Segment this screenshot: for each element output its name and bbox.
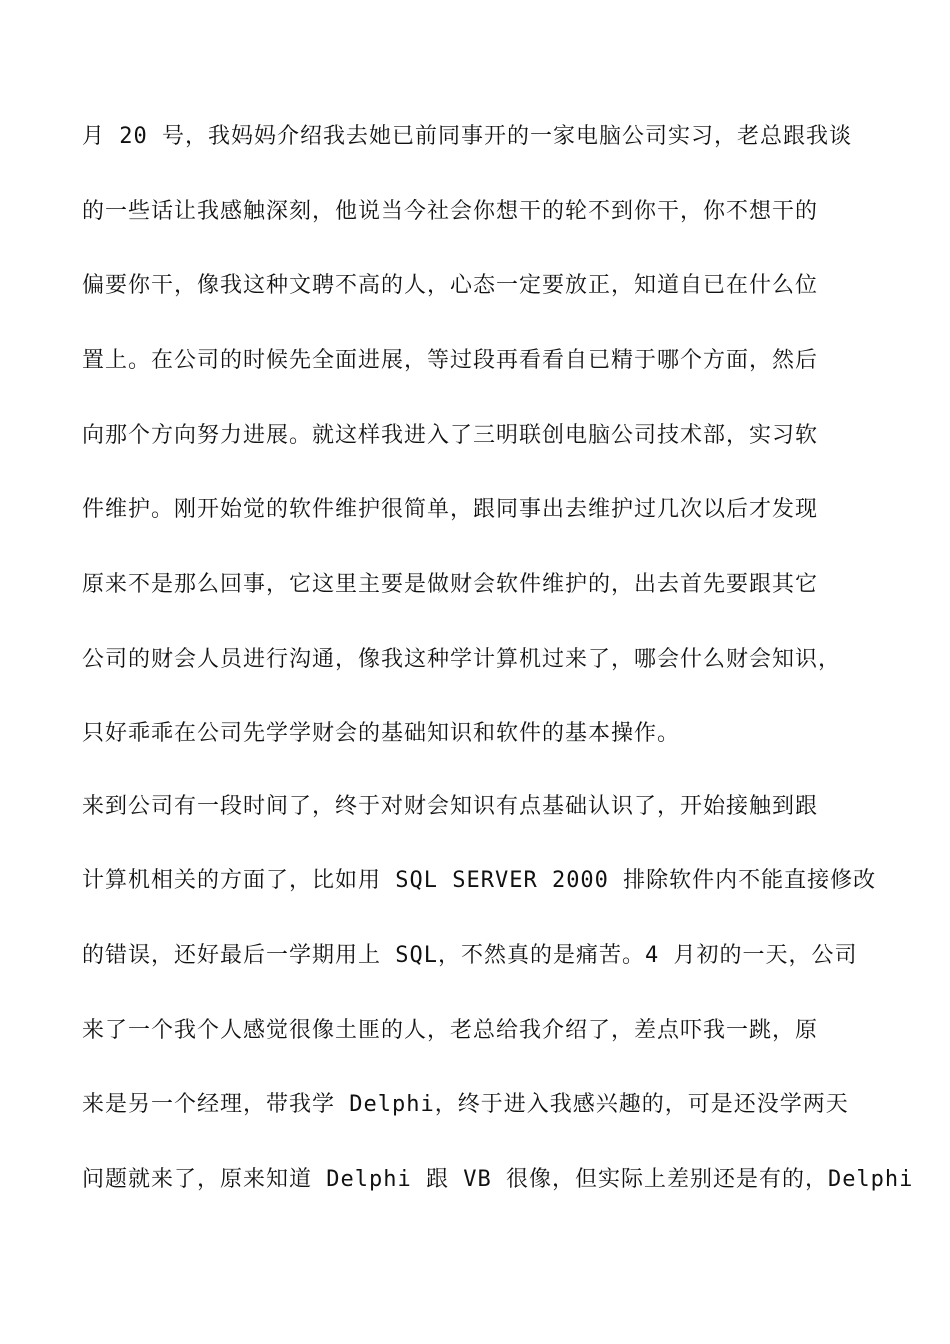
paragraph-1-line-5: 向那个方向努力进展。就这样我进入了三明联创电脑公司技术部，实习软	[82, 423, 819, 448]
paragraph-2-line-3: 的错误，还好最后一学期用上 SQL，不然真的是痛苦。4 月初的一天，公司	[82, 943, 858, 968]
paragraph-1-line-6: 件维护。刚开始觉的软件维护很简单，跟同事出去维护过几次以后才发现	[82, 497, 819, 522]
paragraph-2-line-6: 问题就来了，原来知道 Delphi 跟 VB 很像，但实际上差别还是有的，Delphi	[82, 1167, 914, 1192]
paragraph-2-line-4: 来了一个我个人感觉很像土匪的人，老总给我介绍了，差点吓我一跳，原	[82, 1018, 819, 1043]
paragraph-1-line-3: 偏要你干，像我这种文聘不高的人，心态一定要放正，知道自已在什么位	[82, 273, 819, 298]
paragraph-1-line-2: 的一些话让我感触深刻，他说当今社会你想干的轮不到你干，你不想干的	[82, 199, 819, 224]
paragraph-2-line-2: 计算机相关的方面了，比如用 SQL SERVER 2000 排除软件内不能直接修改	[82, 868, 877, 893]
paragraph-1-line-7: 原来不是那么回事，它这里主要是做财会软件维护的，出去首先要跟其它	[82, 572, 819, 597]
paragraph-1-line-9: 只好乖乖在公司先学学财会的基础知识和软件的基本操作。	[82, 721, 681, 746]
paragraph-1-line-4: 置上。在公司的时候先全面进展，等过段再看看自已精于哪个方面，然后	[82, 348, 819, 373]
paragraph-2-line-5: 来是另一个经理，带我学 Delphi，终于进入我感兴趣的，可是还没学两天	[82, 1092, 849, 1117]
paragraph-2-line-1: 来到公司有一段时间了，终于对财会知识有点基础认识了，开始接触到跟	[82, 794, 819, 819]
paragraph-1-line-8: 公司的财会人员进行沟通，像我这种学计算机过来了，哪会什么财会知识，	[82, 647, 842, 672]
paragraph-1-line-1: 月 20 号，我妈妈介绍我去她已前同事开的一家电脑公司实习，老总跟我谈	[82, 124, 852, 149]
